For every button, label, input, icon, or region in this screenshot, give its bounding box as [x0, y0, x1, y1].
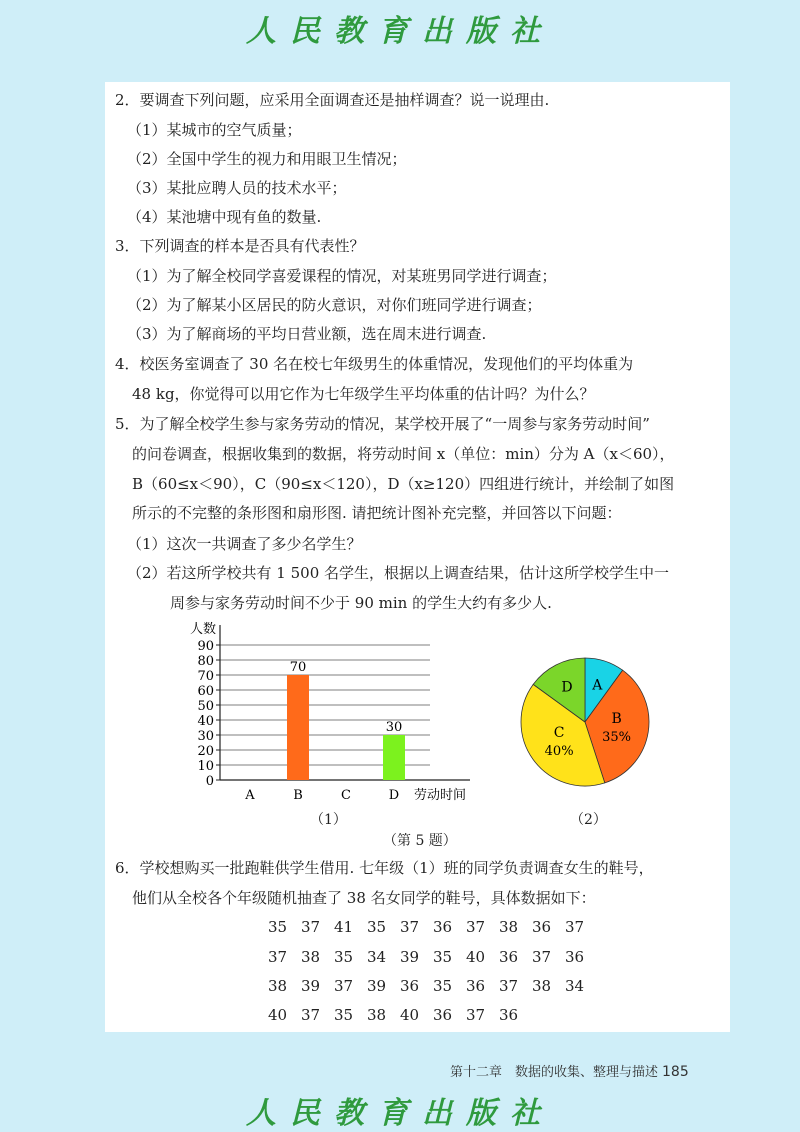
- textbook-page: [105, 82, 730, 1032]
- shoe-size: 38: [301, 948, 321, 966]
- page-footer: [450, 1061, 689, 1080]
- shoe-size: 40: [466, 948, 486, 966]
- shoe-size: 37: [466, 1006, 486, 1024]
- shoe-size: 35: [334, 948, 354, 966]
- x-tick-label: D: [388, 788, 400, 803]
- shoe-size: 35: [268, 918, 288, 936]
- shoe-size: 39: [400, 948, 420, 966]
- x-axis-label: 劳动时间: [413, 788, 466, 803]
- q3-stem: 3．下列调查的样本是否具有代表性？: [115, 237, 365, 255]
- figure-label-1: （1）: [310, 812, 347, 828]
- shoe-size: 36: [499, 1006, 519, 1024]
- shoe-size: 37: [400, 918, 420, 936]
- q5-line-2: 的问卷调查，根据收集到的数据，将劳动时间 x（单位：min）分为 A（x＜60），: [132, 445, 675, 463]
- shoe-size: 38: [499, 918, 519, 936]
- pie-percent-label: 40%: [544, 743, 574, 759]
- shoe-size-row-2: [268, 948, 598, 966]
- q5-line-3: B（60≤x＜90），C（90≤x＜120），D（x≥120）四组进行统计，并绘制了如图: [132, 475, 675, 493]
- bar-data-label: 30: [385, 720, 403, 735]
- q6-line-1: 6．学校想购买一批跑鞋供学生借用. 七年级（1）班的同学负责调查女生的鞋号，: [115, 859, 654, 877]
- shoe-size-row-4: [268, 1006, 532, 1024]
- pie-slice-label: D: [561, 679, 573, 696]
- pie-slice-label: B: [611, 711, 622, 728]
- shoe-size: 35: [334, 1006, 354, 1024]
- x-tick-label: A: [245, 788, 255, 803]
- q5-line-4: 所示的不完整的条形图和扇形图. 请把统计图补充完整，并回答以下问题：: [132, 504, 622, 522]
- y-tick-label: 70: [197, 669, 214, 684]
- shoe-size: 35: [433, 948, 453, 966]
- q2-item-3: （3）某批应聘人员的技术水平；: [127, 179, 347, 197]
- shoe-size: 40: [400, 1006, 420, 1024]
- y-tick-label: 10: [197, 759, 214, 774]
- publisher-logo-top: 人民教育出版社: [246, 14, 554, 49]
- q4-line-2: 48 kg，你觉得可以用它作为七年级学生平均体重的估计吗？为什么？: [132, 385, 595, 403]
- x-tick-label: B: [293, 788, 303, 803]
- q2-item-4: （4）某池塘中现有鱼的数量.: [127, 208, 322, 226]
- q5-sub-2-line-2: 周参与家务劳动时间不少于 90 min 的学生大约有多少人.: [170, 594, 552, 612]
- q3-item-1: （1）为了解全校同学喜爱课程的情况，对某班男同学进行调查；: [127, 267, 557, 285]
- q5-sub-2-line-1: （2）若这所学校共有 1 500 名学生，根据以上调查结果，估计这所学校学生中一: [127, 564, 670, 582]
- chapter-title: 第十二章 数据的收集、整理与描述: [450, 1065, 659, 1080]
- y-tick-label: 0: [205, 774, 214, 789]
- y-tick-label: 50: [197, 699, 214, 714]
- pie-slice-label: C: [553, 724, 565, 741]
- shoe-size: 37: [565, 918, 585, 936]
- shoe-size: 37: [268, 948, 288, 966]
- shoe-size: 34: [367, 948, 387, 966]
- shoe-size: 36: [400, 977, 420, 995]
- bar: [383, 735, 405, 780]
- shoe-size: 37: [301, 918, 321, 936]
- q5-sub-1: （1）这次一共调查了多少名学生？: [127, 535, 362, 553]
- shoe-size: 36: [433, 1006, 453, 1024]
- shoe-size: 37: [466, 918, 486, 936]
- shoe-size: 35: [433, 977, 453, 995]
- q3-item-3: （3）为了解商场的平均日营业额，选在周末进行调查.: [127, 325, 487, 343]
- q6-line-2: 他们从全校各个年级随机抽查了 38 名女同学的鞋号，具体数据如下：: [132, 889, 596, 907]
- figure-label-2: （2）: [570, 812, 607, 828]
- shoe-size: 37: [334, 977, 354, 995]
- q2-stem: 2．要调查下列问题，应采用全面调查还是抽样调查？说一说理由.: [115, 91, 550, 109]
- y-tick-label: 90: [197, 639, 214, 654]
- shoe-size-row-1: [268, 918, 598, 936]
- y-axis-label: 人数: [190, 622, 217, 637]
- publisher-logo-bottom: 人民教育出版社: [246, 1096, 554, 1131]
- bar: [287, 675, 309, 780]
- bar-data-label: 70: [289, 660, 307, 675]
- q5-line-1: 5．为了解全校学生参与家务劳动的情况，某学校开展了“一周参与家务劳动时间”: [115, 415, 650, 433]
- shoe-size: 39: [367, 977, 387, 995]
- page-number: 185: [662, 1064, 689, 1080]
- shoe-size: 36: [433, 918, 453, 936]
- shoe-size: 37: [532, 948, 552, 966]
- x-tick-label: C: [341, 788, 351, 803]
- pie-percent-label: 35%: [602, 730, 632, 746]
- shoe-size: 40: [268, 1006, 288, 1024]
- q2-item-2: （2）全国中学生的视力和用眼卫生情况；: [127, 150, 407, 168]
- q4-line-1: 4．校医务室调查了 30 名在校七年级男生的体重情况，发现他们的平均体重为: [115, 355, 634, 373]
- shoe-size: 36: [532, 918, 552, 936]
- q3-item-2: （2）为了解某小区居民的防火意识，对你们班同学进行调查；: [127, 296, 542, 314]
- shoe-size: 37: [499, 977, 519, 995]
- pie-chart: [510, 652, 660, 792]
- shoe-size: 37: [301, 1006, 321, 1024]
- y-tick-label: 40: [197, 714, 214, 729]
- y-tick-label: 60: [197, 684, 214, 699]
- pie-slice-label: A: [592, 677, 603, 694]
- shoe-size: 41: [334, 918, 354, 936]
- y-tick-label: 20: [197, 744, 214, 759]
- shoe-size: 34: [565, 977, 585, 995]
- shoe-size: 36: [499, 948, 519, 966]
- y-tick-label: 80: [197, 654, 214, 669]
- q2-item-1: （1）某城市的空气质量；: [127, 121, 302, 139]
- shoe-size: 35: [367, 918, 387, 936]
- shoe-size: 36: [565, 948, 585, 966]
- shoe-size: 38: [268, 977, 288, 995]
- shoe-size: 38: [532, 977, 552, 995]
- figure-caption: （第 5 题）: [383, 833, 457, 849]
- shoe-size: 39: [301, 977, 321, 995]
- bar-chart: [180, 615, 480, 810]
- shoe-size-row-3: [268, 977, 598, 995]
- shoe-size: 36: [466, 977, 486, 995]
- y-tick-label: 30: [197, 729, 214, 744]
- shoe-size: 38: [367, 1006, 387, 1024]
